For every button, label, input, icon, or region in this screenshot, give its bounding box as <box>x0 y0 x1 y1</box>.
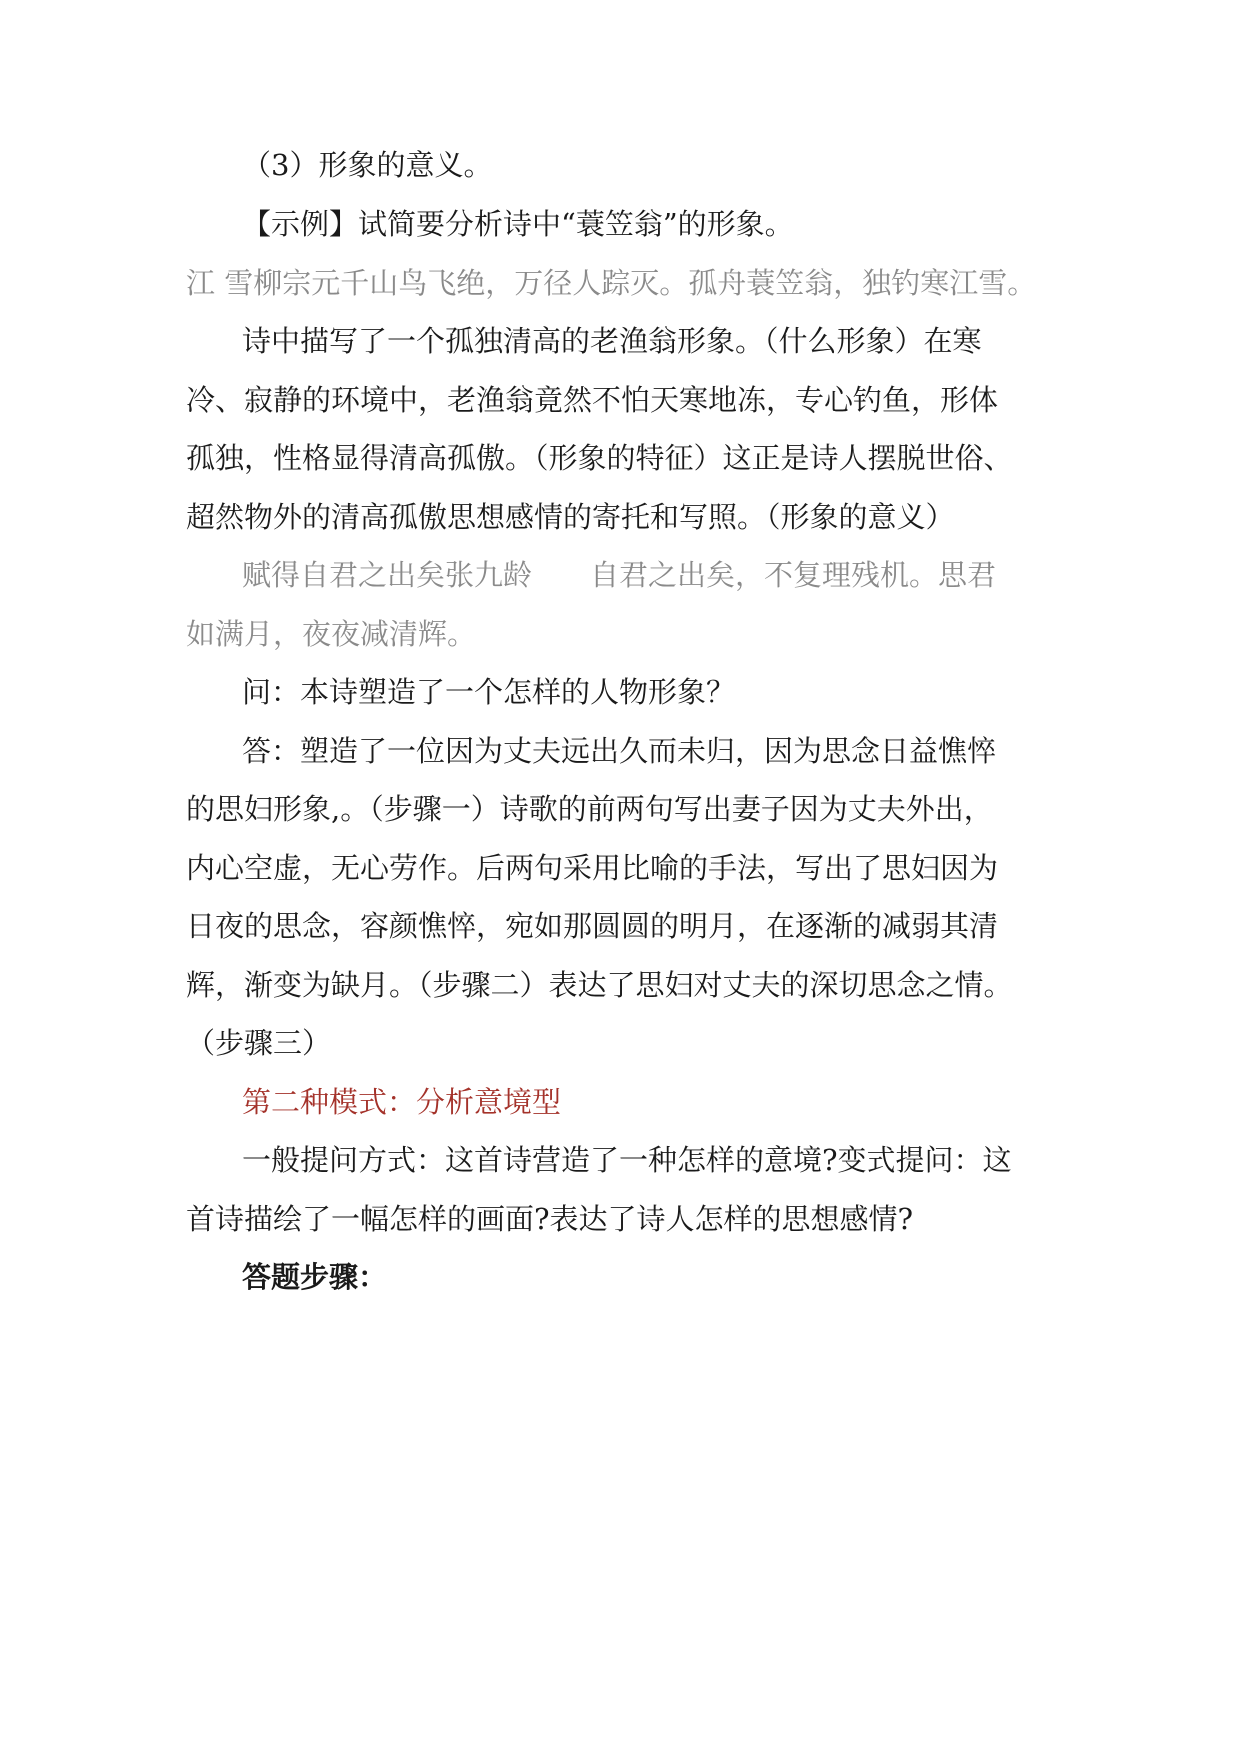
poem-jiangxue: 江 雪柳宗元千山鸟飞绝，万径人踪灭。孤舟蓑笠翁，独钓寒江雪。 <box>186 266 1037 300</box>
answer-line-6: （步骤三） <box>186 1026 332 1060</box>
analysis-line-2: 冷、寂静的环境中，老渔翁竟然不怕天寒地冻，专心钓鱼，形体 <box>186 383 999 417</box>
poem-fude-line-2: 如满月，夜夜减清辉。 <box>186 617 477 651</box>
question: 问：本诗塑造了一个怎样的人物形象？ <box>242 675 736 709</box>
analysis-line-1: 诗中描写了一个孤独清高的老渔翁形象。（什么形象）在寒 <box>242 324 982 358</box>
question-style-line-2: 首诗描绘了一幅怎样的画面?表达了诗人怎样的思想感情? <box>186 1202 914 1236</box>
analysis-line-3: 孤独，性格显得清高孤傲。（形象的特征）这正是诗人摆脱世俗、 <box>186 441 1013 475</box>
section-heading: （3）形象的意义。 <box>242 148 493 182</box>
mode-two-heading: 第二种模式：分析意境型 <box>242 1085 562 1119</box>
answer-line-1: 答：塑造了一位因为丈夫远出久而未归，因为思念日益憔悴 <box>242 734 997 768</box>
analysis-line-4: 超然物外的清高孤傲思想感情的寄托和写照。（形象的意义） <box>186 500 955 534</box>
answer-line-5: 辉，渐变为缺月。（步骤二）表达了思妇对丈夫的深切思念之情。 <box>186 968 1013 1002</box>
poem-fude-line-1: 赋得自君之出矣张九龄 自君之出矣，不复理残机。思君 <box>242 558 997 592</box>
question-style-line-1: 一般提问方式：这首诗营造了一种怎样的意境?变式提问：这 <box>242 1143 1012 1177</box>
answer-line-4: 日夜的思念，容颜憔悴，宛如那圆圆的明月，在逐渐的减弱其清 <box>186 909 999 943</box>
answer-line-3: 内心空虚，无心劳作。后两句采用比喻的手法，写出了思妇因为 <box>186 851 999 885</box>
example-prompt: 【示例】试简要分析诗中“蓑笠翁”的形象。 <box>242 207 794 241</box>
answer-line-2: 的思妇形象,。（步骤一）诗歌的前两句写出妻子因为丈夫外出， <box>186 792 993 826</box>
answer-steps-heading: 答题步骤： <box>242 1260 388 1294</box>
